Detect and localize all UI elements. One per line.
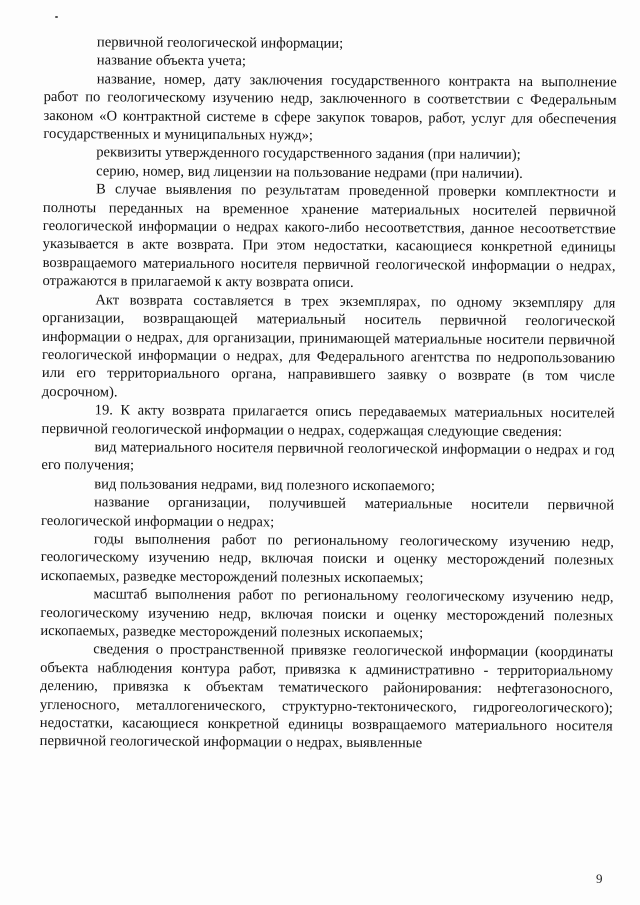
paragraph: сведения о пространственной привязке геологической информации (координаты объекта наблюдения контура работ, привязка к административно - территориальному делению, привязка к объектам тематического районирования: нефтегазоносного, угленосного, металлогенического, структурно-тектонического, гидрогеологического); недостатки, касающиеся конкретной единицы возвращаемого материального носителя первичной геологической информации о недрах, выявленные bbox=[39, 641, 614, 752]
paragraph: реквизиты утвержденного государственного задания (при наличии); bbox=[96, 144, 521, 164]
paragraph: годы выполнения работ по региональному геологическому изучению недр, геологическому изучению недр, включая поиски и оценку месторождений полезных ископаемых, разведке месторождений полезных ископаемых; bbox=[40, 531, 614, 587]
paragraph: масштаб выполнения работ по региональному геологическому изучению недр, геологическому изучению недр, включая поиски и оценку месторождений полезных ископаемых, разведке месторождений полезных ископаемых; bbox=[40, 586, 614, 642]
paragraph: вид материального носителя первичной геологической информации о недрах и год его получения; bbox=[41, 439, 615, 474]
paragraph: название, номер, дату заключения государственного контракта на выполнение работ по геологическому изучению недр, заключенного в соответствии с Федеральным законом «О контрактной системе в сфере закупок товаров, работ, услуг для обеспечения государственных и муниципальных нужд»; bbox=[43, 71, 617, 144]
paragraph: название объекта учета; bbox=[96, 52, 247, 70]
paragraph: Акт возврата составляется в трех экземплярах, по одному экземпляру для организации, возвращающей материальный носитель первичной геологической информации о недрах, для организации, принимающей материальные носители первичной геологической информации о недрах, для Федерального агентства по недропользованию или его территориального органа, направившего заявку о возврате (в том числе досрочном). bbox=[41, 292, 616, 401]
paragraph: 19. К акту возврата прилагается опись передаваемых материальных носителей первичной геологической информации о недрах, содержащая следующие сведения: bbox=[41, 402, 615, 440]
paragraph: серию, номер, вид лицензии на пользование недрами (при наличии). bbox=[96, 163, 523, 182]
paragraph: название организации, получившей материальные носители первичной геологической информации о недрах; bbox=[40, 494, 615, 530]
paragraph: вид пользования недрами, вид полезного ископаемого; bbox=[94, 476, 435, 495]
page-number: 9 bbox=[596, 871, 603, 886]
scan-speck bbox=[55, 16, 58, 18]
document-body bbox=[40, 33, 617, 754]
paragraph: первичной геологической информации; bbox=[96, 34, 344, 52]
paragraph: В случае выявления по результатам проведенной проверки комплектности и полноты переданных на временное хранение материальных носителей первичной геологической информации о недрах какого-либо несоответствия, данное несоответствие указывается в акте возврата. При этом недостатки, касающиеся конкретной единицы возвращаемого материального носителя первичной геологической информации о недрах, отражаются в прилагаемой к акту возврата описи. bbox=[42, 181, 617, 292]
